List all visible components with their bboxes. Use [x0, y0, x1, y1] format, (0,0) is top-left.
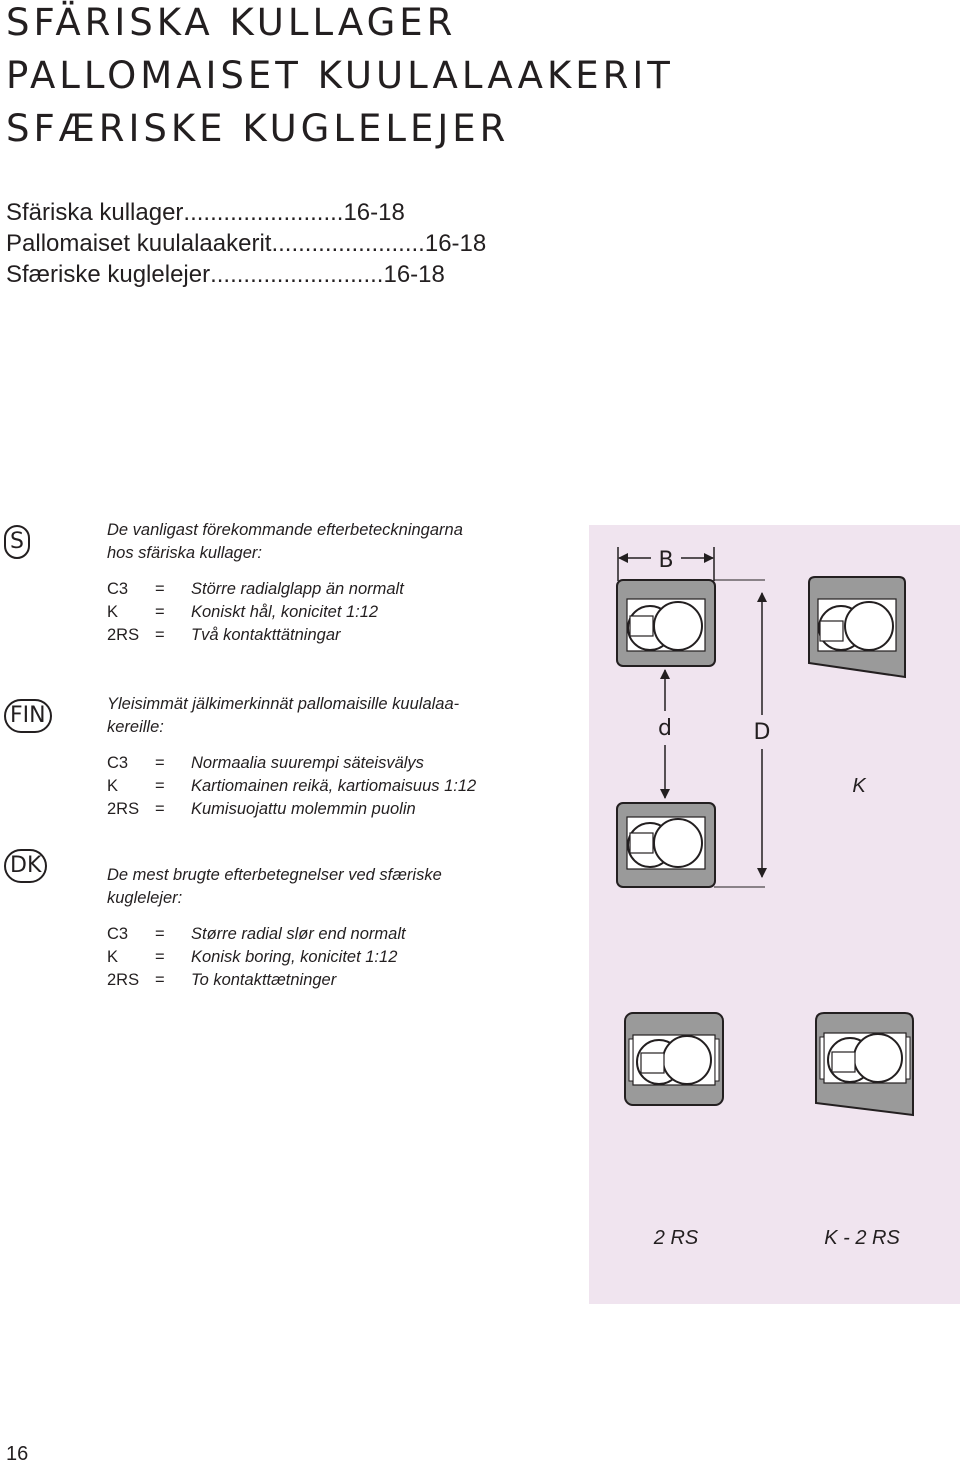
suffix-row-2rs	[107, 969, 547, 992]
section-intro	[107, 864, 547, 910]
bearing-figure-panel	[589, 525, 960, 1304]
equals-sign: =	[155, 800, 165, 818]
toc-entry-text: Pallomaiset kuulalaakerit	[6, 230, 272, 257]
suffix-row-k	[107, 601, 547, 624]
suffix-code: C3	[107, 925, 129, 943]
equals-sign: =	[155, 626, 165, 644]
section-danish	[107, 864, 547, 992]
suffix-code: C3	[107, 754, 129, 772]
table-of-contents	[6, 197, 486, 290]
bearing-top-section	[617, 580, 715, 666]
intro-line: kuglelejer:	[107, 889, 183, 907]
bearing-2rs-variant	[625, 1013, 723, 1249]
suffix-row-c3	[107, 923, 547, 946]
outer-dimension-d	[714, 580, 770, 887]
suffix-row-2rs	[107, 624, 547, 647]
suffix-description: Två kontakttätningar	[191, 626, 341, 644]
toc-leader-dots: ........................	[183, 199, 344, 226]
suffix-description: Kumisuojattu molemmin puolin	[191, 800, 416, 818]
intro-line: kereille:	[107, 718, 164, 736]
suffix-code: K	[107, 948, 119, 966]
language-badge-danish: DK	[4, 849, 47, 883]
suffix-code: C3	[107, 580, 129, 598]
variant-label-k: K	[852, 775, 866, 797]
toc-entry-finnish[interactable]	[6, 228, 486, 259]
intro-line: De mest brugte efterbetegnelser ved sfæriske	[107, 866, 442, 884]
title-danish: SFÆRISKE KUGLELEJER	[6, 107, 510, 150]
bearing-bottom-section	[617, 803, 715, 887]
suffix-row-k	[107, 946, 547, 969]
suffix-code: 2RS	[107, 971, 140, 989]
section-swedish	[107, 519, 547, 647]
suffix-row-c3	[107, 578, 547, 601]
suffix-description: Normaalia suurempi säteisvälys	[191, 754, 424, 772]
section-intro	[107, 693, 547, 739]
suffix-code: K	[107, 603, 119, 621]
dimension-label-outer-d: D	[753, 720, 771, 745]
equals-sign: =	[155, 948, 165, 966]
toc-entry-danish[interactable]	[6, 259, 486, 290]
suffix-description: Konisk boring, konicitet 1:12	[191, 948, 398, 966]
bore-dimension-d	[658, 670, 672, 798]
dimension-label-b: B	[658, 548, 674, 573]
toc-entry-swedish[interactable]	[6, 197, 486, 228]
toc-leader-dots: ..........................	[210, 261, 384, 288]
toc-entry-pages: 16-18	[424, 230, 487, 257]
suffix-code: K	[107, 777, 119, 795]
suffix-row-k	[107, 775, 547, 798]
language-badge-swedish: S	[4, 525, 30, 559]
equals-sign: =	[155, 777, 165, 795]
variant-label-2rs: 2 RS	[653, 1227, 699, 1249]
bearing-k-2rs-variant	[816, 1013, 913, 1249]
language-badge-finnish: FIN	[4, 699, 52, 733]
suffix-description: Större radialglapp än normalt	[191, 580, 404, 598]
page-number: 16	[6, 1443, 29, 1465]
bearing-diagram	[589, 525, 960, 1304]
equals-sign: =	[155, 603, 165, 621]
suffix-description: Større radial slør end normalt	[191, 925, 406, 943]
equals-sign: =	[155, 754, 165, 772]
toc-entry-text: Sfæriske kuglelejer	[6, 261, 211, 288]
toc-entry-text: Sfäriska kullager	[6, 199, 184, 226]
suffix-description: To kontakttætninger	[191, 971, 337, 989]
equals-sign: =	[155, 580, 165, 598]
section-finnish	[107, 693, 547, 821]
suffix-description: Koniskt hål, konicitet 1:12	[191, 603, 379, 621]
toc-entry-pages: 16-18	[343, 199, 405, 226]
bearing-k-variant	[809, 577, 905, 797]
title-finnish: PALLOMAISET KUULALAAKERIT	[6, 54, 674, 97]
equals-sign: =	[155, 925, 165, 943]
intro-line: hos sfäriska kullager:	[107, 544, 262, 562]
suffix-code: 2RS	[107, 626, 140, 644]
equals-sign: =	[155, 971, 165, 989]
title-swedish: SFÄRISKA KULLAGER	[6, 1, 457, 44]
suffix-code: 2RS	[107, 800, 140, 818]
width-dimension-b	[618, 547, 714, 581]
toc-entry-pages: 16-18	[383, 261, 445, 288]
suffix-row-2rs	[107, 798, 547, 821]
suffix-description: Kartiomainen reikä, kartiomaisuus 1:12	[191, 777, 477, 795]
intro-line: Yleisimmät jälkimerkinnät pallomaisille kuulalaa-	[107, 695, 460, 713]
section-intro	[107, 519, 547, 565]
intro-line: De vanligast förekommande efterbeteckningarna	[107, 521, 463, 539]
dimension-label-d: d	[658, 716, 672, 741]
variant-label-k-2rs: K - 2 RS	[824, 1227, 900, 1249]
toc-leader-dots: .......................	[271, 230, 425, 257]
suffix-row-c3	[107, 752, 547, 775]
